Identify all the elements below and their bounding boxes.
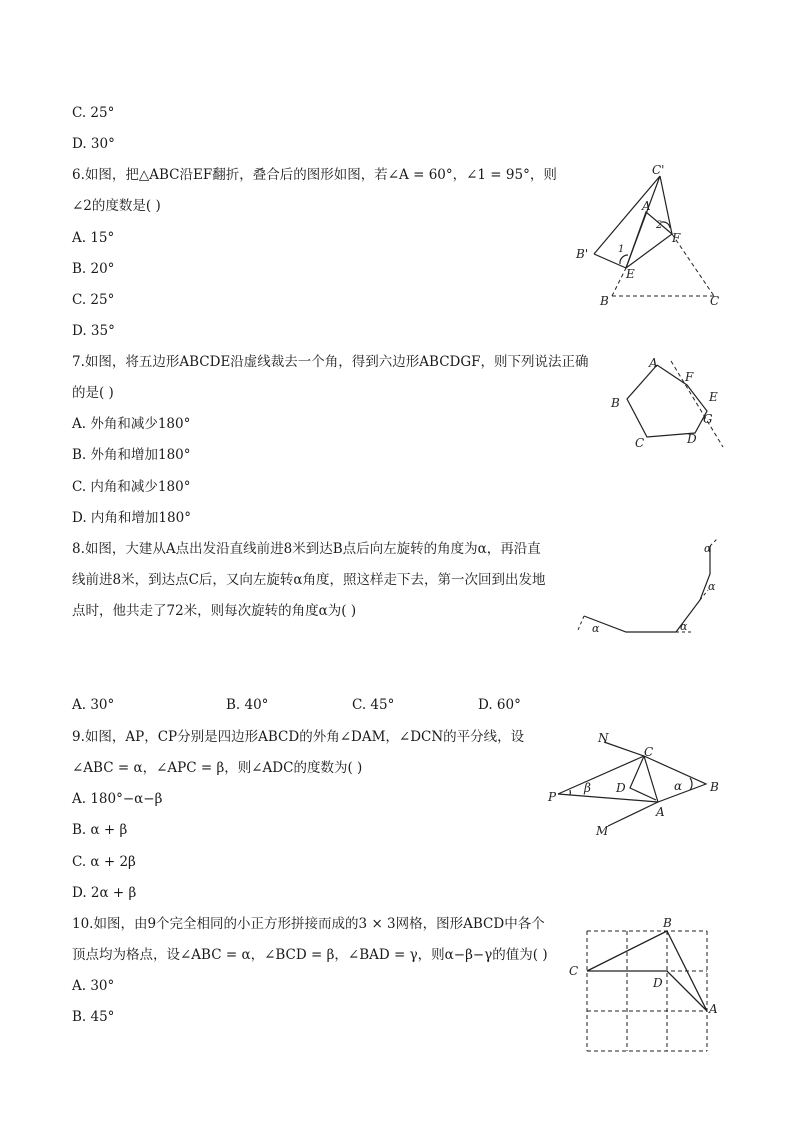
q10-label-b: B (663, 916, 672, 930)
q9-label-b: B (710, 780, 719, 794)
q6-label-c: C (710, 294, 720, 308)
q10-stem-line-1: 10.如图，由9个完全相同的小正方形拼接而成的3 × 3网格，图形ABCD中各个 (72, 916, 545, 932)
q6-option-a: A. 15° (72, 230, 115, 246)
q6-option-b: B. 20° (72, 261, 115, 277)
q6-label-1: 1 (618, 244, 625, 255)
q8-option-b: B. 40° (226, 697, 269, 713)
q7-stem-line-2: 的是( ) (72, 385, 114, 401)
q8-label-alpha-2: α (680, 620, 688, 633)
q6-label-f: F (672, 231, 681, 245)
q7-label-f: F (685, 370, 694, 384)
q9-option-a: A. 180°−α−β (72, 791, 163, 807)
q8-figure (580, 540, 730, 645)
q6-label-b-prime: B' (576, 247, 589, 261)
q9-label-m: M (596, 824, 609, 838)
q7-option-c: C. 内角和减少180° (72, 479, 191, 495)
q8-stem-line-3: 点时，他共走了72米，则每次旋转的角度α为( ) (72, 603, 357, 619)
q10-figure (565, 915, 725, 1060)
q8-option-a: A. 30° (72, 697, 115, 713)
q8-stem-line-1: 8.如图，大建从A点出发沿直线前进8米到达B点后向左旋转的角度为α，再沿直 (72, 541, 541, 557)
q7-label-c: C (635, 436, 645, 450)
q6-label-c-prime: C' (652, 163, 665, 177)
q9-label-beta: β (584, 781, 591, 795)
q8-label-alpha-1: α (592, 622, 600, 635)
q9-option-d: D. 2α + β (72, 885, 137, 901)
q7-label-g: G (703, 412, 713, 426)
q6-figure (570, 160, 750, 320)
q10-option-b: B. 45° (72, 1009, 115, 1025)
prev-option-d: D. 30° (72, 136, 115, 152)
q9-label-d: D (616, 781, 626, 795)
q7-option-d: D. 内角和增加180° (72, 510, 191, 526)
q8-stem-line-2: 线前进8米，到达点C后，又向左旋转α角度，照这样走下去，第一次回到出发地 (72, 572, 546, 588)
q9-figure (540, 728, 730, 843)
q6-label-2: 2 (656, 220, 663, 231)
q10-grid (587, 931, 707, 1051)
q7-label-d: D (687, 432, 697, 446)
q8-label-alpha-4: α (704, 542, 712, 555)
q6-stem-line-2: ∠2的度数是( ) (72, 198, 161, 214)
q9-label-a: A (656, 805, 665, 819)
q7-option-b: B. 外角和增加180° (72, 447, 191, 463)
q10-stem-line-2: 顶点均为格点，设∠ABC = α，∠BCD = β，∠BAD = γ，则α−β−γ的值为( ) (72, 947, 548, 963)
q9-label-alpha: α (674, 779, 683, 793)
q9-option-b: B. α + β (72, 822, 128, 838)
q6-label-b: B (600, 294, 609, 308)
q9-stem-line-2: ∠ABC = α，∠APC = β，则∠ADC的度数为( ) (72, 760, 363, 776)
q6-stem-line-1: 6.如图，把△ABC沿EF翻折，叠合后的图形如图，若∠A = 60°，∠1 = 95°，则 (72, 167, 557, 183)
q7-stem-line-1: 7.如图，将五边形ABCDE沿虚线裁去一个角，得到六边形ABCDGF，则下列说法正确 (72, 354, 589, 370)
q6-option-d: D. 35° (72, 323, 115, 339)
q10-label-c: C (569, 964, 579, 978)
q8-option-d: D. 60° (478, 697, 521, 713)
q9-label-p: P (548, 790, 557, 804)
q7-label-e: E (709, 390, 718, 404)
q6-option-c: C. 25° (72, 292, 115, 308)
q6-label-a: A (642, 199, 651, 213)
q10-label-a: A (709, 1002, 718, 1016)
prev-option-c: C. 25° (72, 105, 115, 121)
q9-stem-line-1: 9.如图，AP，CP分别是四边形ABCD的外角∠DAM，∠DCN的平分线，设 (72, 729, 525, 745)
q10-label-d: D (653, 976, 663, 990)
q9-label-n: N (598, 731, 609, 745)
q7-label-a: A (649, 356, 658, 370)
q8-label-alpha-3: α (708, 580, 716, 593)
q7-figure (605, 355, 735, 455)
q6-label-e: E (626, 267, 635, 281)
q7-option-a: A. 外角和减少180° (72, 416, 191, 432)
q8-option-c: C. 45° (352, 697, 395, 713)
q9-label-c: C (644, 745, 654, 759)
q9-option-c: C. α + 2β (72, 854, 136, 870)
q10-option-a: A. 30° (72, 978, 115, 994)
q7-label-b: B (611, 396, 620, 410)
